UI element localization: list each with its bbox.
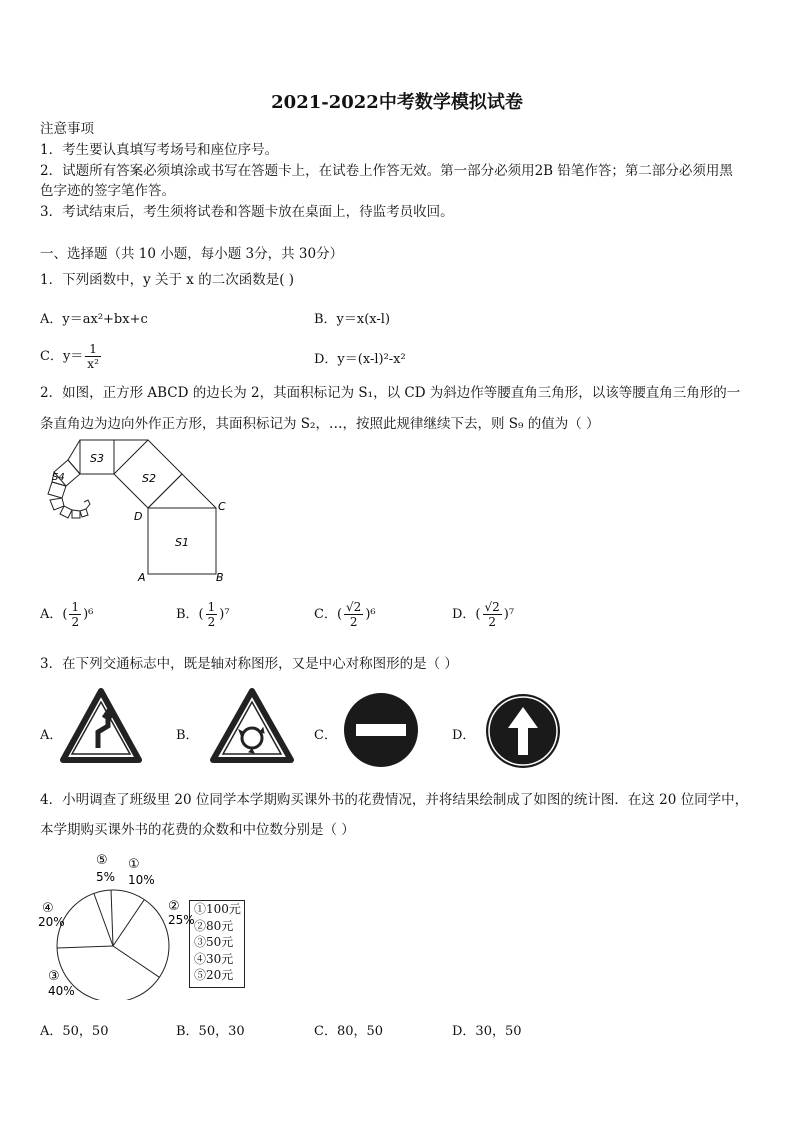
square-s6 <box>50 498 64 510</box>
fraction-numerator: 1 <box>207 600 216 614</box>
q1-option-c-label: C．y＝ <box>40 349 84 364</box>
option-exponent: )⁶ <box>83 607 94 622</box>
notice-item: 2．试题所有答案必须填涂或书写在答题卡上，在试卷上作答无效。第一部分必须用2B 铅笔作答；第二部分必须用黑 <box>40 163 733 179</box>
pie-slice-boundary <box>57 946 113 948</box>
page-title: 2021-2022中考数学模拟试卷 <box>271 92 523 113</box>
q2-option-d <box>452 600 514 629</box>
pie-mark-5: ⑤ <box>96 853 108 868</box>
notice-heading: 注意事项 <box>40 121 94 137</box>
fraction <box>206 600 218 629</box>
question-4-stem-line1: 4．小明调查了班级里 20 位同学本学期购买课外书的花费情况，并将结果绘制成了如图的统计图．在这 20 位同学中， <box>40 792 749 808</box>
notice-item: 1．考生要认真填写考场号和座位序号。 <box>40 142 279 158</box>
legend-item: ①100元 <box>194 902 241 916</box>
pie-mark-1: ① <box>128 857 140 872</box>
pie-pct-3: 40% <box>48 984 75 998</box>
spiral-tail <box>84 500 90 509</box>
fraction-numerator: √2 <box>484 600 500 614</box>
question-1-stem: 1．下列函数中，y 关于 x 的二次函数是( ) <box>40 272 295 288</box>
pie-slice-boundary <box>111 890 113 946</box>
label-s4: S4 <box>52 472 65 483</box>
q1-option-b: B．y＝x(x-l) <box>314 312 391 327</box>
pie-pct-5: 5% <box>96 870 116 884</box>
pie-pct-1: 10% <box>128 873 155 887</box>
question-3-stem: 3．在下列交通标志中，既是轴对称图形，又是中心对称图形的是（ ） <box>40 656 458 672</box>
fraction-denominator: 2 <box>71 615 80 629</box>
q3-option-a: A． <box>40 728 63 743</box>
triangle-3 <box>68 440 80 474</box>
q3-option-c: C． <box>314 728 337 743</box>
label-a: A <box>138 571 146 584</box>
fraction-numerator: 1 <box>71 600 80 614</box>
option-label: D．( <box>452 607 481 622</box>
pie-slice-boundary <box>94 893 113 946</box>
q4-option-c: C．80，50 <box>314 1024 384 1039</box>
fraction-numerator: 1 <box>85 342 101 357</box>
zigzag-warning-sign-icon <box>60 688 142 764</box>
pie-slice-boundary <box>113 946 159 977</box>
question-2-stem-line2: 条直角边为边向外作正方形，其面积标记为 S₂，…，按照此规律继续下去，则 S₉ 的值为（ ） <box>40 416 600 432</box>
fraction <box>483 600 502 629</box>
label-c: C <box>218 500 226 513</box>
q3-option-b: B． <box>176 728 199 743</box>
pie-slice-boundary <box>113 900 144 946</box>
fraction-denominator: 2 <box>349 615 358 629</box>
legend-item: ③50元 <box>194 935 234 949</box>
no-entry-sign-icon <box>343 692 419 768</box>
pie-pct-4: 20% <box>38 915 65 929</box>
option-exponent: )⁷ <box>219 607 230 622</box>
square-s8 <box>72 510 80 518</box>
legend-item: ②80元 <box>194 918 234 933</box>
q3-option-d: D． <box>452 728 476 743</box>
question-2-stem-line1: 2．如图，正方形 ABCD 的边长为 2，其面积标记为 S₁，以 CD 为斜边作等腰直角三角形，以该等腰直角三角形的一 <box>40 385 741 401</box>
legend-item: ④30元 <box>194 951 234 966</box>
pie-legend <box>189 900 245 988</box>
pie-mark-3: ③ <box>48 969 60 984</box>
label-b: B <box>216 571 224 584</box>
q2-option-c <box>314 600 376 629</box>
label-d: D <box>134 510 143 523</box>
option-label: B．( <box>176 607 204 622</box>
q4-option-a: A．50，50 <box>40 1024 109 1039</box>
fraction-denominator: 2 <box>207 615 216 629</box>
pie-mark-4: ④ <box>42 901 54 916</box>
legend-item: ⑤20元 <box>194 968 234 982</box>
option-label: A．( <box>40 607 68 622</box>
label-s1: S1 <box>175 536 189 549</box>
question-4-stem-line2: 本学期购买课外书的花费的众数和中位数分别是（ ） <box>40 822 355 838</box>
notice-item: 色字迹的签字笔作答。 <box>40 183 175 199</box>
notice-item: 3．考试结束后，考生须将试卷和答题卡放在桌面上，待监考员收回。 <box>40 204 454 220</box>
q4-option-b: B．50，30 <box>176 1024 245 1039</box>
q1-option-a: A．y＝ax²+bx+c <box>40 312 148 327</box>
section-heading: 一、选择题（共 10 小题，每小题 3分，共 30分） <box>40 246 344 262</box>
fraction <box>344 600 363 629</box>
q2-option-b <box>176 600 230 629</box>
q1-option-d: D．y＝(x-l)²-x² <box>314 352 406 367</box>
label-s2: S2 <box>142 472 156 485</box>
fraction <box>85 342 101 371</box>
fraction-denominator: x² <box>87 357 99 371</box>
q4-option-d: D．30，50 <box>452 1024 522 1039</box>
label-s3: S3 <box>90 452 104 465</box>
option-exponent: )⁷ <box>503 607 515 622</box>
triangle-1 <box>148 474 216 508</box>
option-exponent: )⁶ <box>365 607 376 622</box>
straight-ahead-sign-icon <box>484 692 562 770</box>
fraction <box>69 600 81 629</box>
q1-option-c <box>40 342 103 371</box>
fraction-numerator: √2 <box>346 600 362 614</box>
option-label: C．( <box>314 607 343 622</box>
square-s5 <box>48 482 66 498</box>
pie-mark-2: ② <box>168 899 180 914</box>
square-s9 <box>80 509 88 517</box>
roundabout-warning-sign-icon <box>210 688 294 764</box>
fraction-denominator: 2 <box>488 615 496 629</box>
q2-option-a <box>40 600 93 629</box>
square-s7 <box>60 506 72 518</box>
square-spiral-figure <box>30 438 240 588</box>
pie-pct-2: 25% <box>168 913 195 927</box>
